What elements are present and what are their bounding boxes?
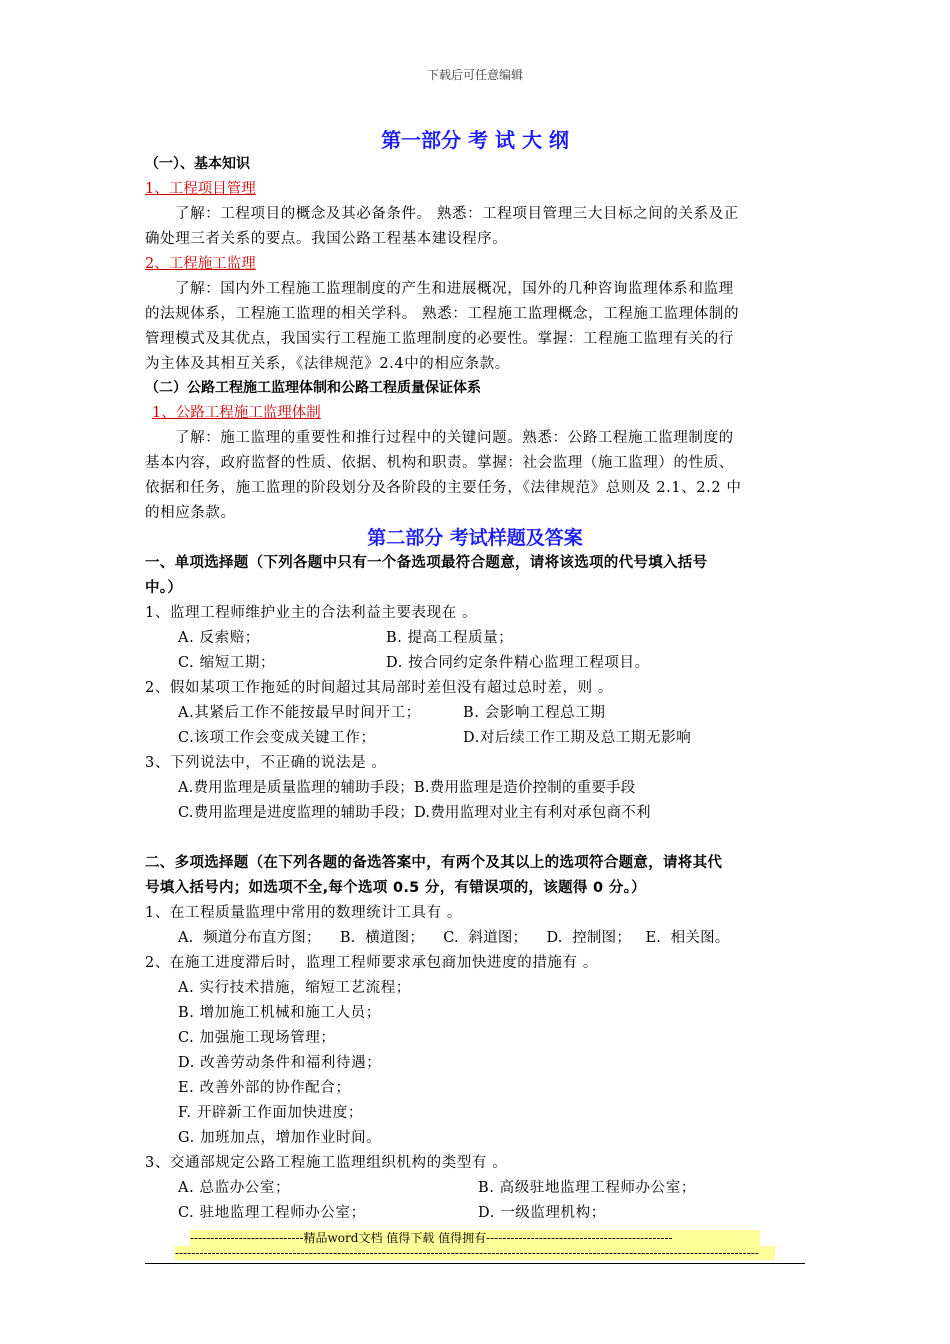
option: G. 加班加点，增加作业时间。	[178, 1130, 382, 1146]
footer-banner: ----------------------------精品word文档 值得下载 值得拥有----------------------------------------------	[190, 1230, 760, 1246]
text-line: 管理模式及其优点，我国实行工程施工监理制度的必要性。掌握：工程施工监理有关的行	[145, 331, 734, 347]
question-text: 3、交通部规定公路工程施工监理组织机构的类型有 。	[145, 1155, 508, 1171]
option: A.费用监理是质量监理的辅助手段；B.费用监理是造价控制的重要手段	[178, 780, 636, 796]
text-line: 了解：国内外工程施工监理制度的产生和进展概况，国外的几种咨询监理体系和监理	[175, 281, 734, 297]
footer-dashes: ------------------------------------------------------------------------------------------------------------------------------------------------	[175, 1246, 775, 1260]
option: E. 改善外部的协作配合；	[178, 1080, 351, 1096]
single-choice-heading: 一、单项选择题（下列各题中只有一个备选项最符合题意，请将该选项的代号填入括号	[145, 555, 708, 571]
option: C. 加强施工现场管理；	[178, 1030, 336, 1046]
text-line: 基本内容，政府监督的性质、依据、机构和职责。掌握：社会监理（施工监理）的性质、	[145, 455, 734, 471]
item1-heading: 1、工程项目管理	[145, 181, 256, 197]
option: A. 实行技术措施，缩短工艺流程；	[178, 980, 411, 996]
option: D.对后续工作工期及总工期无影响	[463, 730, 692, 746]
text-line: 依据和任务，施工监理的阶段划分及各阶段的主要任务，《法律规范》总则及 2.1、2.2 中	[145, 480, 742, 496]
text-line: 的相应条款。	[145, 505, 236, 521]
section2-heading: （二）公路工程施工监理体制和公路工程质量保证体系	[145, 380, 481, 396]
option-row: A. 频道分布直方图； B. 横道图； C. 斜道图； D. 控制图； E. 相关图。	[178, 930, 730, 946]
item2-heading: 2、工程施工监理	[145, 256, 256, 272]
text-line: 了解：工程项目的概念及其必备条件。 熟悉：工程项目管理三大目标之间的关系及正	[175, 206, 739, 222]
text-line: 为主体及其相互关系，《法律规范》2.4中的相应条款。	[145, 356, 510, 372]
question-text: 3、下列说法中，不正确的说法是 。	[145, 755, 387, 771]
multi-choice-heading: 二、多项选择题（在下列各题的备选答案中，有两个及其以上的选项符合题意，请将其代	[145, 855, 723, 871]
option: B. 增加施工机械和施工人员；	[178, 1005, 381, 1021]
option: B. 提高工程质量；	[386, 630, 514, 646]
option: D. 按合同约定条件精心监理工程项目。	[386, 655, 650, 671]
item3-heading: 1、公路工程施工监理体制	[152, 405, 321, 421]
option: A. 反索赔；	[178, 630, 260, 646]
option: F. 开辟新工作面加快进度；	[178, 1105, 363, 1121]
option: A.其紧后工作不能按最早时间开工；	[178, 705, 421, 721]
option: B. 会影响工程总工期	[463, 705, 606, 721]
option: D. 一级监理机构；	[478, 1205, 606, 1221]
page-header: 下载后可任意编辑	[426, 68, 523, 82]
part2-title: 第二部分 考试样题及答案	[367, 527, 583, 549]
question-text: 2、假如某项工作拖延的时间超过其局部时差但没有超过总时差，则 。	[145, 680, 614, 696]
part1-title: 第一部分 考 试 大 纲	[381, 128, 569, 152]
option: A. 总监办公室；	[178, 1180, 291, 1196]
option: B. 高级驻地监理工程师办公室；	[478, 1180, 696, 1196]
text-line: 了解：施工监理的重要性和推行过程中的关键问题。熟悉：公路工程施工监理制度的	[175, 430, 734, 446]
question-text: 1、监理工程师维护业主的合法利益主要表现在 。	[145, 605, 478, 621]
option: C. 缩短工期；	[178, 655, 276, 671]
text-line: 的法规体系，工程施工监理的相关学科。 熟悉：工程施工监理概念，工程施工监理体制的	[145, 306, 740, 322]
single-choice-heading-cont: 中。）	[145, 580, 183, 596]
question-text: 1、在工程质量监理中常用的数理统计工具有 。	[145, 905, 463, 921]
footer-rule	[145, 1263, 805, 1264]
option: D. 改善劳动条件和福利待遇；	[178, 1055, 382, 1071]
text-line: 确处理三者关系的要点。我国公路工程基本建设程序。	[145, 231, 508, 247]
option: C.该项工作会变成关键工作；	[178, 730, 376, 746]
section1-heading: （一）、基本知识	[145, 156, 250, 172]
option: C.费用监理是进度监理的辅助手段；D.费用监理对业主有利对承包商不利	[178, 805, 651, 821]
option: C. 驻地监理工程师办公室；	[178, 1205, 366, 1221]
question-text: 2、在施工进度滞后时，监理工程师要求承包商加快进度的措施有 。	[145, 955, 598, 971]
multi-choice-heading-cont: 号填入括号内；如选项不全,每个选项 0.5 分，有错误项的，该题得 0 分。）	[145, 880, 646, 896]
